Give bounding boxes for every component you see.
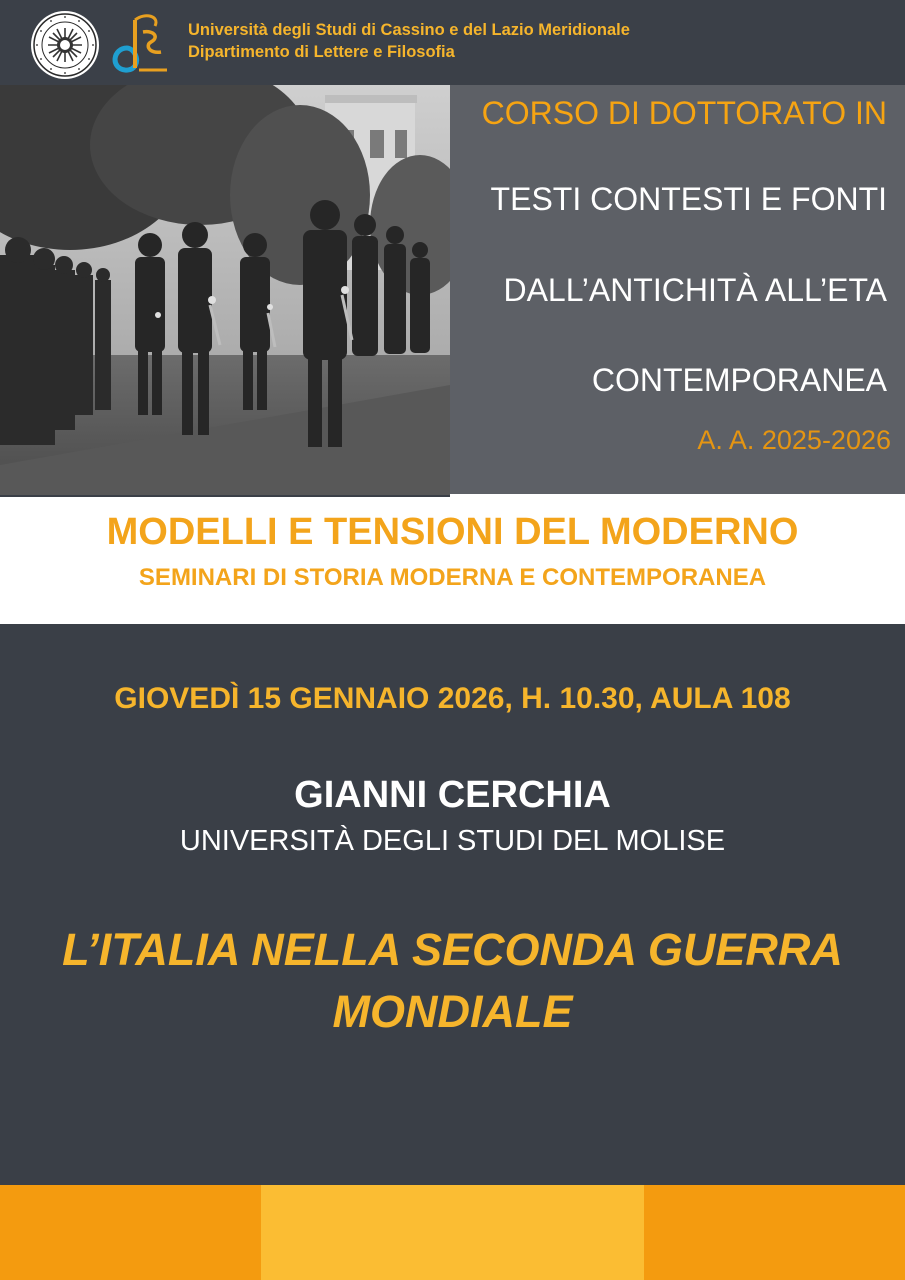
talk-title-line-1: L’ITALIA NELLA SECONDA GUERRA (62, 924, 843, 975)
header-bar (0, 0, 905, 85)
talk-title-line-2: MONDIALE (332, 986, 573, 1037)
university-name: Università degli Studi di Cassino e del Lazio Meridionale (188, 21, 630, 39)
course-line-2: DALL’ANTICHITÀ ALL’ETA (503, 272, 887, 308)
course-heading: CORSO DI DOTTORATO IN (481, 95, 887, 131)
academic-year: A. A. 2025-2026 (697, 425, 891, 455)
course-line-3: CONTEMPORANEA (591, 362, 887, 398)
talk-title (40, 919, 865, 1043)
course-panel (450, 85, 905, 495)
speaker-name: GIANNI CERCHIA (294, 774, 611, 816)
series-subtitle: SEMINARI DI STORIA MODERNA E CONTEMPORANEA (138, 564, 767, 591)
event-date-time-place: GIOVEDÌ 15 GENNAIO 2026, H. 10.30, AULA 108 (114, 682, 791, 715)
speaker-affiliation: UNIVERSITÀ DEGLI STUDI DEL MOLISE (179, 825, 726, 857)
series-title: MODELLI E TENSIONI DEL MODERNO (106, 511, 799, 553)
university-header-text (188, 19, 630, 63)
department-name: Dipartimento di Lettere e Filosofia (188, 43, 455, 61)
course-line-1: TESTI CONTESTI E FONTI (490, 181, 887, 217)
footer-block-right (644, 1185, 905, 1280)
footer-block-middle (261, 1185, 644, 1280)
university-seal-icon (30, 10, 100, 80)
footer-block-left (0, 1185, 261, 1280)
series-band (0, 497, 905, 624)
historical-photo (0, 85, 450, 495)
footer-band (0, 1185, 905, 1280)
dlf-department-logo-icon (105, 10, 175, 75)
event-details (0, 624, 905, 1185)
